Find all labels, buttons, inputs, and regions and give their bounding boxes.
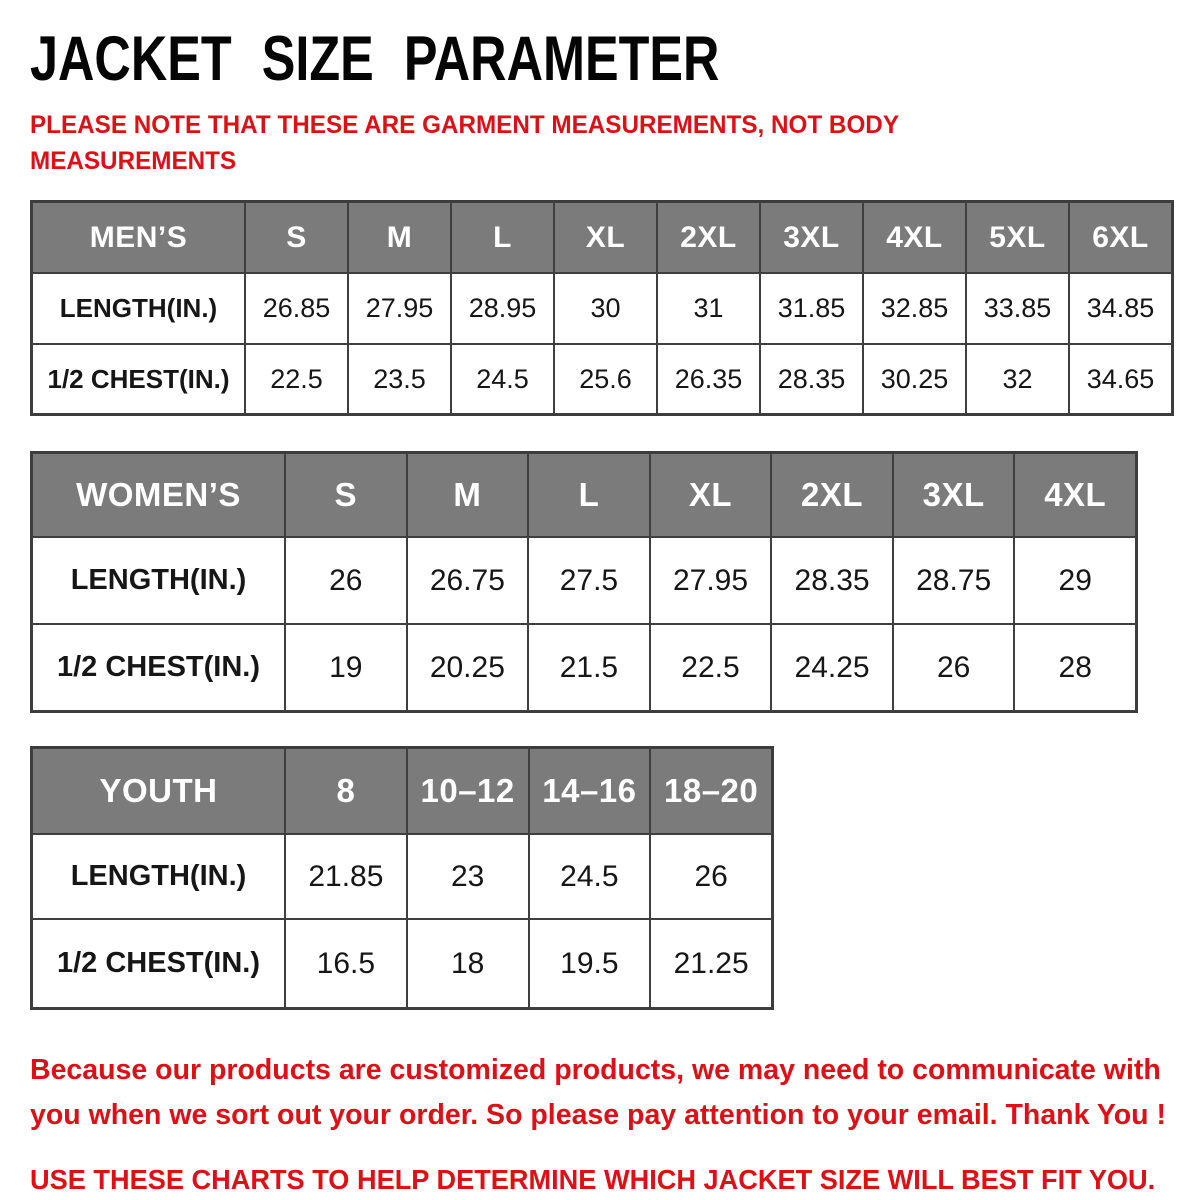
womens-value-cell: 26 [893,624,1015,711]
mens-value-cell: 22.5 [245,344,348,414]
womens-value-cell: 28 [1014,624,1136,711]
mens-value-cell: 33.85 [966,273,1069,344]
mens-value-cell: 23.5 [348,344,451,414]
womens-size-header-cell: L [528,453,650,537]
footer-usage-note: USE THESE CHARTS TO HELP DETERMINE WHICH JACKET SIZE WILL BEST FIT YOU. [30,1164,1156,1196]
mens-value-cell: 34.65 [1069,344,1172,414]
youth-value-cell: 16.5 [285,919,407,1008]
womens-table-header: WOMEN’S [32,453,285,537]
mens-row-label: 1/2 CHEST(IN.) [32,344,245,414]
womens-size-header-cell: S [285,453,407,537]
mens-value-cell: 32 [966,344,1069,414]
youth-value-cell: 21.25 [650,919,772,1008]
womens-value-cell: 27.5 [528,537,650,624]
mens-size-header-cell: 2XL [657,202,760,273]
womens-value-cell: 27.95 [650,537,772,624]
footer-communication-note: Because our products are customized products, we may need to communicate with you when we sort out your order. So please pay attention to your email. Thank You ! [30,1054,1166,1132]
youth-value-cell: 23 [407,834,529,919]
youth-value-cell: 18 [407,919,529,1008]
youth-size-table [30,746,774,1010]
mens-size-header-cell: M [348,202,451,273]
womens-value-cell: 26.75 [407,537,529,624]
youth-size-header-cell: 18–20 [650,748,772,834]
mens-value-cell: 28.95 [451,273,554,344]
womens-size-header-cell: 3XL [893,453,1015,537]
mens-value-cell: 30 [554,273,657,344]
mens-size-header-cell: XL [554,202,657,273]
note-line-1: PLEASE NOTE THAT THESE ARE GARMENT MEASUREMENTS, NOT BODY [30,111,899,140]
mens-value-cell: 27.95 [348,273,451,344]
mens-value-cell: 26.85 [245,273,348,344]
womens-value-cell: 24.25 [771,624,893,711]
note-line-2: MEASUREMENTS [30,146,237,175]
youth-row-label: LENGTH(IN.) [32,834,285,919]
mens-value-cell: 26.35 [657,344,760,414]
womens-value-cell: 29 [1014,537,1136,624]
mens-size-header-cell: 5XL [966,202,1069,273]
womens-value-cell: 26 [285,537,407,624]
mens-size-header-cell: L [451,202,554,273]
mens-table-header: MEN’S [32,202,245,273]
womens-size-header-cell: M [407,453,529,537]
womens-size-header-cell: 2XL [771,453,893,537]
womens-value-cell: 28.35 [771,537,893,624]
womens-size-table [30,451,1138,713]
womens-size-header-cell: 4XL [1014,453,1136,537]
womens-row-label: LENGTH(IN.) [32,537,285,624]
womens-value-cell: 20.25 [407,624,529,711]
womens-row-label: 1/2 CHEST(IN.) [32,624,285,711]
mens-size-header-cell: 3XL [760,202,863,273]
youth-size-header-cell: 14–16 [529,748,651,834]
footer-notes [30,1048,1180,1196]
mens-value-cell: 34.85 [1069,273,1172,344]
mens-value-cell: 31 [657,273,760,344]
mens-size-header-cell: 6XL [1069,202,1172,273]
youth-size-header-cell: 8 [285,748,407,834]
mens-size-header-cell: 4XL [863,202,966,273]
mens-row-label: LENGTH(IN.) [32,273,245,344]
youth-table-header: YOUTH [32,748,285,834]
womens-size-header-cell: XL [650,453,772,537]
garment-measurement-note [30,108,1140,179]
mens-value-cell: 24.5 [451,344,554,414]
mens-value-cell: 25.6 [554,344,657,414]
womens-value-cell: 21.5 [528,624,650,711]
youth-value-cell: 24.5 [529,834,651,919]
youth-size-header-cell: 10–12 [407,748,529,834]
womens-value-cell: 22.5 [650,624,772,711]
youth-value-cell: 19.5 [529,919,651,1008]
page-title: JACKET SIZE PARAMETER [30,24,720,94]
mens-value-cell: 30.25 [863,344,966,414]
mens-size-header-cell: S [245,202,348,273]
mens-value-cell: 31.85 [760,273,863,344]
mens-value-cell: 32.85 [863,273,966,344]
youth-value-cell: 26 [650,834,772,919]
womens-value-cell: 19 [285,624,407,711]
mens-value-cell: 28.35 [760,344,863,414]
youth-value-cell: 21.85 [285,834,407,919]
youth-row-label: 1/2 CHEST(IN.) [32,919,285,1008]
womens-value-cell: 28.75 [893,537,1015,624]
mens-size-table [30,200,1174,416]
